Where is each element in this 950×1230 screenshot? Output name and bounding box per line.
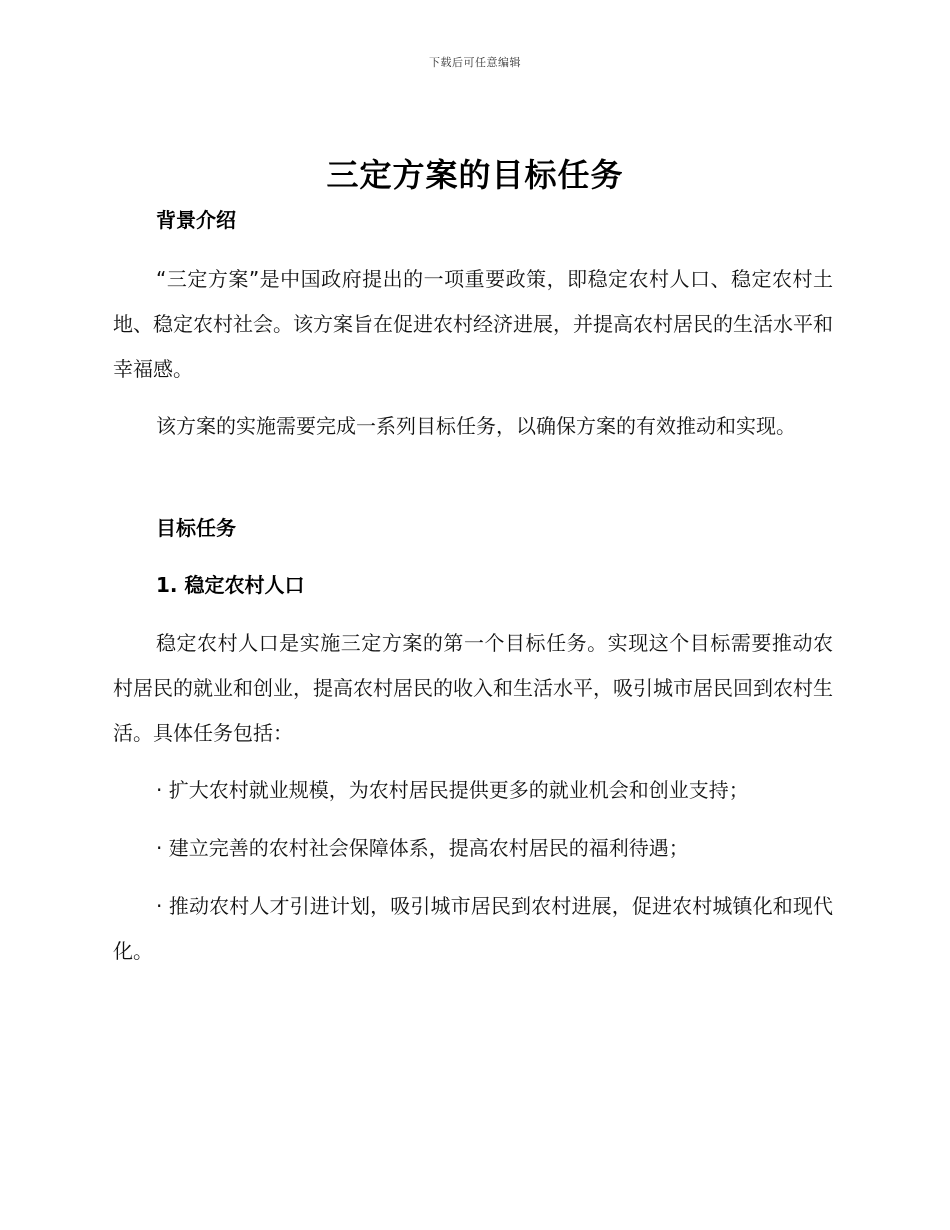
page-header-note: 下载后可任意编辑 — [429, 56, 521, 69]
subsection-heading-stabilize-population: 1. 稳定农村人口 — [156, 573, 305, 597]
paragraph-implementation: 该方案的实施需要完成一系列目标任务，以确保方案的有效推动和实现。 — [156, 414, 796, 438]
paragraph-population-details: 稳定农村人口是实施三定方案的第一个目标任务。实现这个目标需要推动农村居民的就业和创业，提高农村居民的收入和生活水平，吸引城市居民回到农村生活。具体任务包括： — [113, 631, 833, 745]
bullet-item-talent-introduction: · 推动农村人才引进计划，吸引城市居民到农村进展，促进农村城镇化和现代化。 — [113, 894, 833, 963]
section-heading-background: 背景介绍 — [156, 208, 236, 232]
section-heading-goals: 目标任务 — [156, 516, 236, 540]
bullet-item-social-security: · 建立完善的农村社会保障体系，提高农村居民的福利待遇； — [156, 836, 689, 860]
document-title: 三定方案的目标任务 — [326, 156, 624, 194]
bullet-item-employment: · 扩大农村就业规模，为农村居民提供更多的就业机会和创业支持； — [156, 778, 749, 802]
paragraph-intro: “三定方案”是中国政府提出的一项重要政策，即稳定农村人口、稳定农村土地、稳定农村社会。该方案旨在促进农村经济进展，并提高农村居民的生活水平和幸福感。 — [113, 267, 833, 381]
